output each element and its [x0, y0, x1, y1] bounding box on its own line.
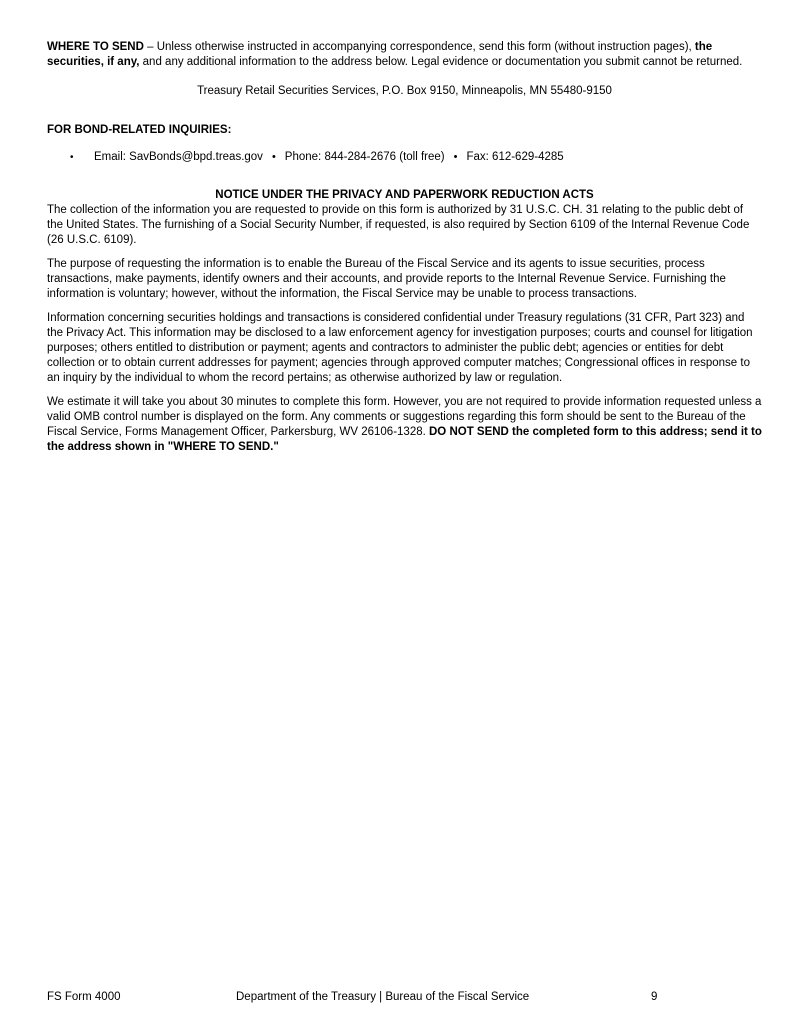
notice-paragraph-confidentiality: Information concerning securities holdings and transactions is considered confidential under Treasury regulations (31 CFR, Part 323) and the Privacy Act. This information may be disclosed to a law enforcement agency for investigation purposes; courts and counsel for litigation purposes; others entitled to distribution or payment; agents and contractors to administer the public debt; agencies or entities for debt collection or to obtain current addresses for payment; agencies through approved computer matches; Congressional offices in response to an inquiry by the individual to whom the record pertains; as otherwise authorized by law or regulation.	[47, 312, 753, 384]
footer-form-id: FS Form 4000	[47, 991, 121, 1003]
where-to-send-text-1: – Unless otherwise instructed in accompanying correspondence, send this form (without instruction pages),	[143, 41, 695, 53]
notice-body	[47, 203, 762, 455]
where-to-send-label: WHERE TO SEND	[47, 41, 144, 53]
contact-email: Email: SavBonds@bpd.treas.gov	[94, 151, 263, 163]
notice-paragraph-purpose: The purpose of requesting the information is to enable the Bureau of the Fiscal Service and its agents to issue securities, process transactions, make payments, identify owners and their accounts, and provide reports to the Internal Revenue Service. Furnishing the information is voluntary; however, without the information, the Fiscal Service may be unable to process transactions.	[47, 258, 726, 300]
notice-paragraph-authority: The collection of the information you are requested to provide on this form is authorized by 31 U.S.C. CH. 31 relating to the public debt of the United States. The furnishing of a Social Security Number, if requested, is also required by Section 6109 of the Internal Revenue Code (26 U.S.C. 6109).	[47, 204, 750, 246]
notice-heading: NOTICE UNDER THE PRIVACY AND PAPERWORK REDUCTION ACTS	[215, 189, 594, 201]
where-to-send-bold-text: the securities, if any,	[47, 41, 713, 68]
document-page	[47, 40, 762, 455]
footer-page-number: 9	[651, 991, 658, 1003]
notice-paragraph-burden-estimate	[47, 395, 762, 455]
mailing-address: Treasury Retail Securities Services, P.O. Box 9150, Minneapolis, MN 55480-9150	[197, 85, 612, 97]
page-footer	[47, 990, 762, 1005]
separator-bullet-icon: •	[271, 151, 276, 163]
burden-estimate-text: We estimate it will take you about 30 minutes to complete this form. However, you are not required to provide information requested unless a valid OMB control number is displayed on the form. Any comments or suggestions regarding this form should be sent to the Bureau of the Fiscal Service, Forms Management Officer, Parkersburg, WV 26106-1328.	[47, 396, 762, 438]
contact-phone: Phone: 844-284-2676 (toll free)	[284, 151, 445, 163]
burden-estimate-warning: DO NOT SEND the completed form to this address; send it to the address shown in "WHERE TO SEND."	[47, 426, 762, 453]
where-to-send-text-2: and any additional information to the address below. Legal evidence or documentation you submit cannot be returned.	[139, 56, 743, 68]
where-to-send-paragraph	[47, 40, 762, 70]
contact-fax: Fax: 612-629-4285	[466, 151, 564, 163]
bullet-icon: •	[70, 152, 74, 163]
footer-department: Department of the Treasury | Bureau of the Fiscal Service	[236, 991, 530, 1003]
inquiries-heading: FOR BOND-RELATED INQUIRIES:	[47, 124, 232, 136]
contact-list	[47, 150, 762, 165]
separator-bullet-icon: •	[453, 151, 458, 163]
